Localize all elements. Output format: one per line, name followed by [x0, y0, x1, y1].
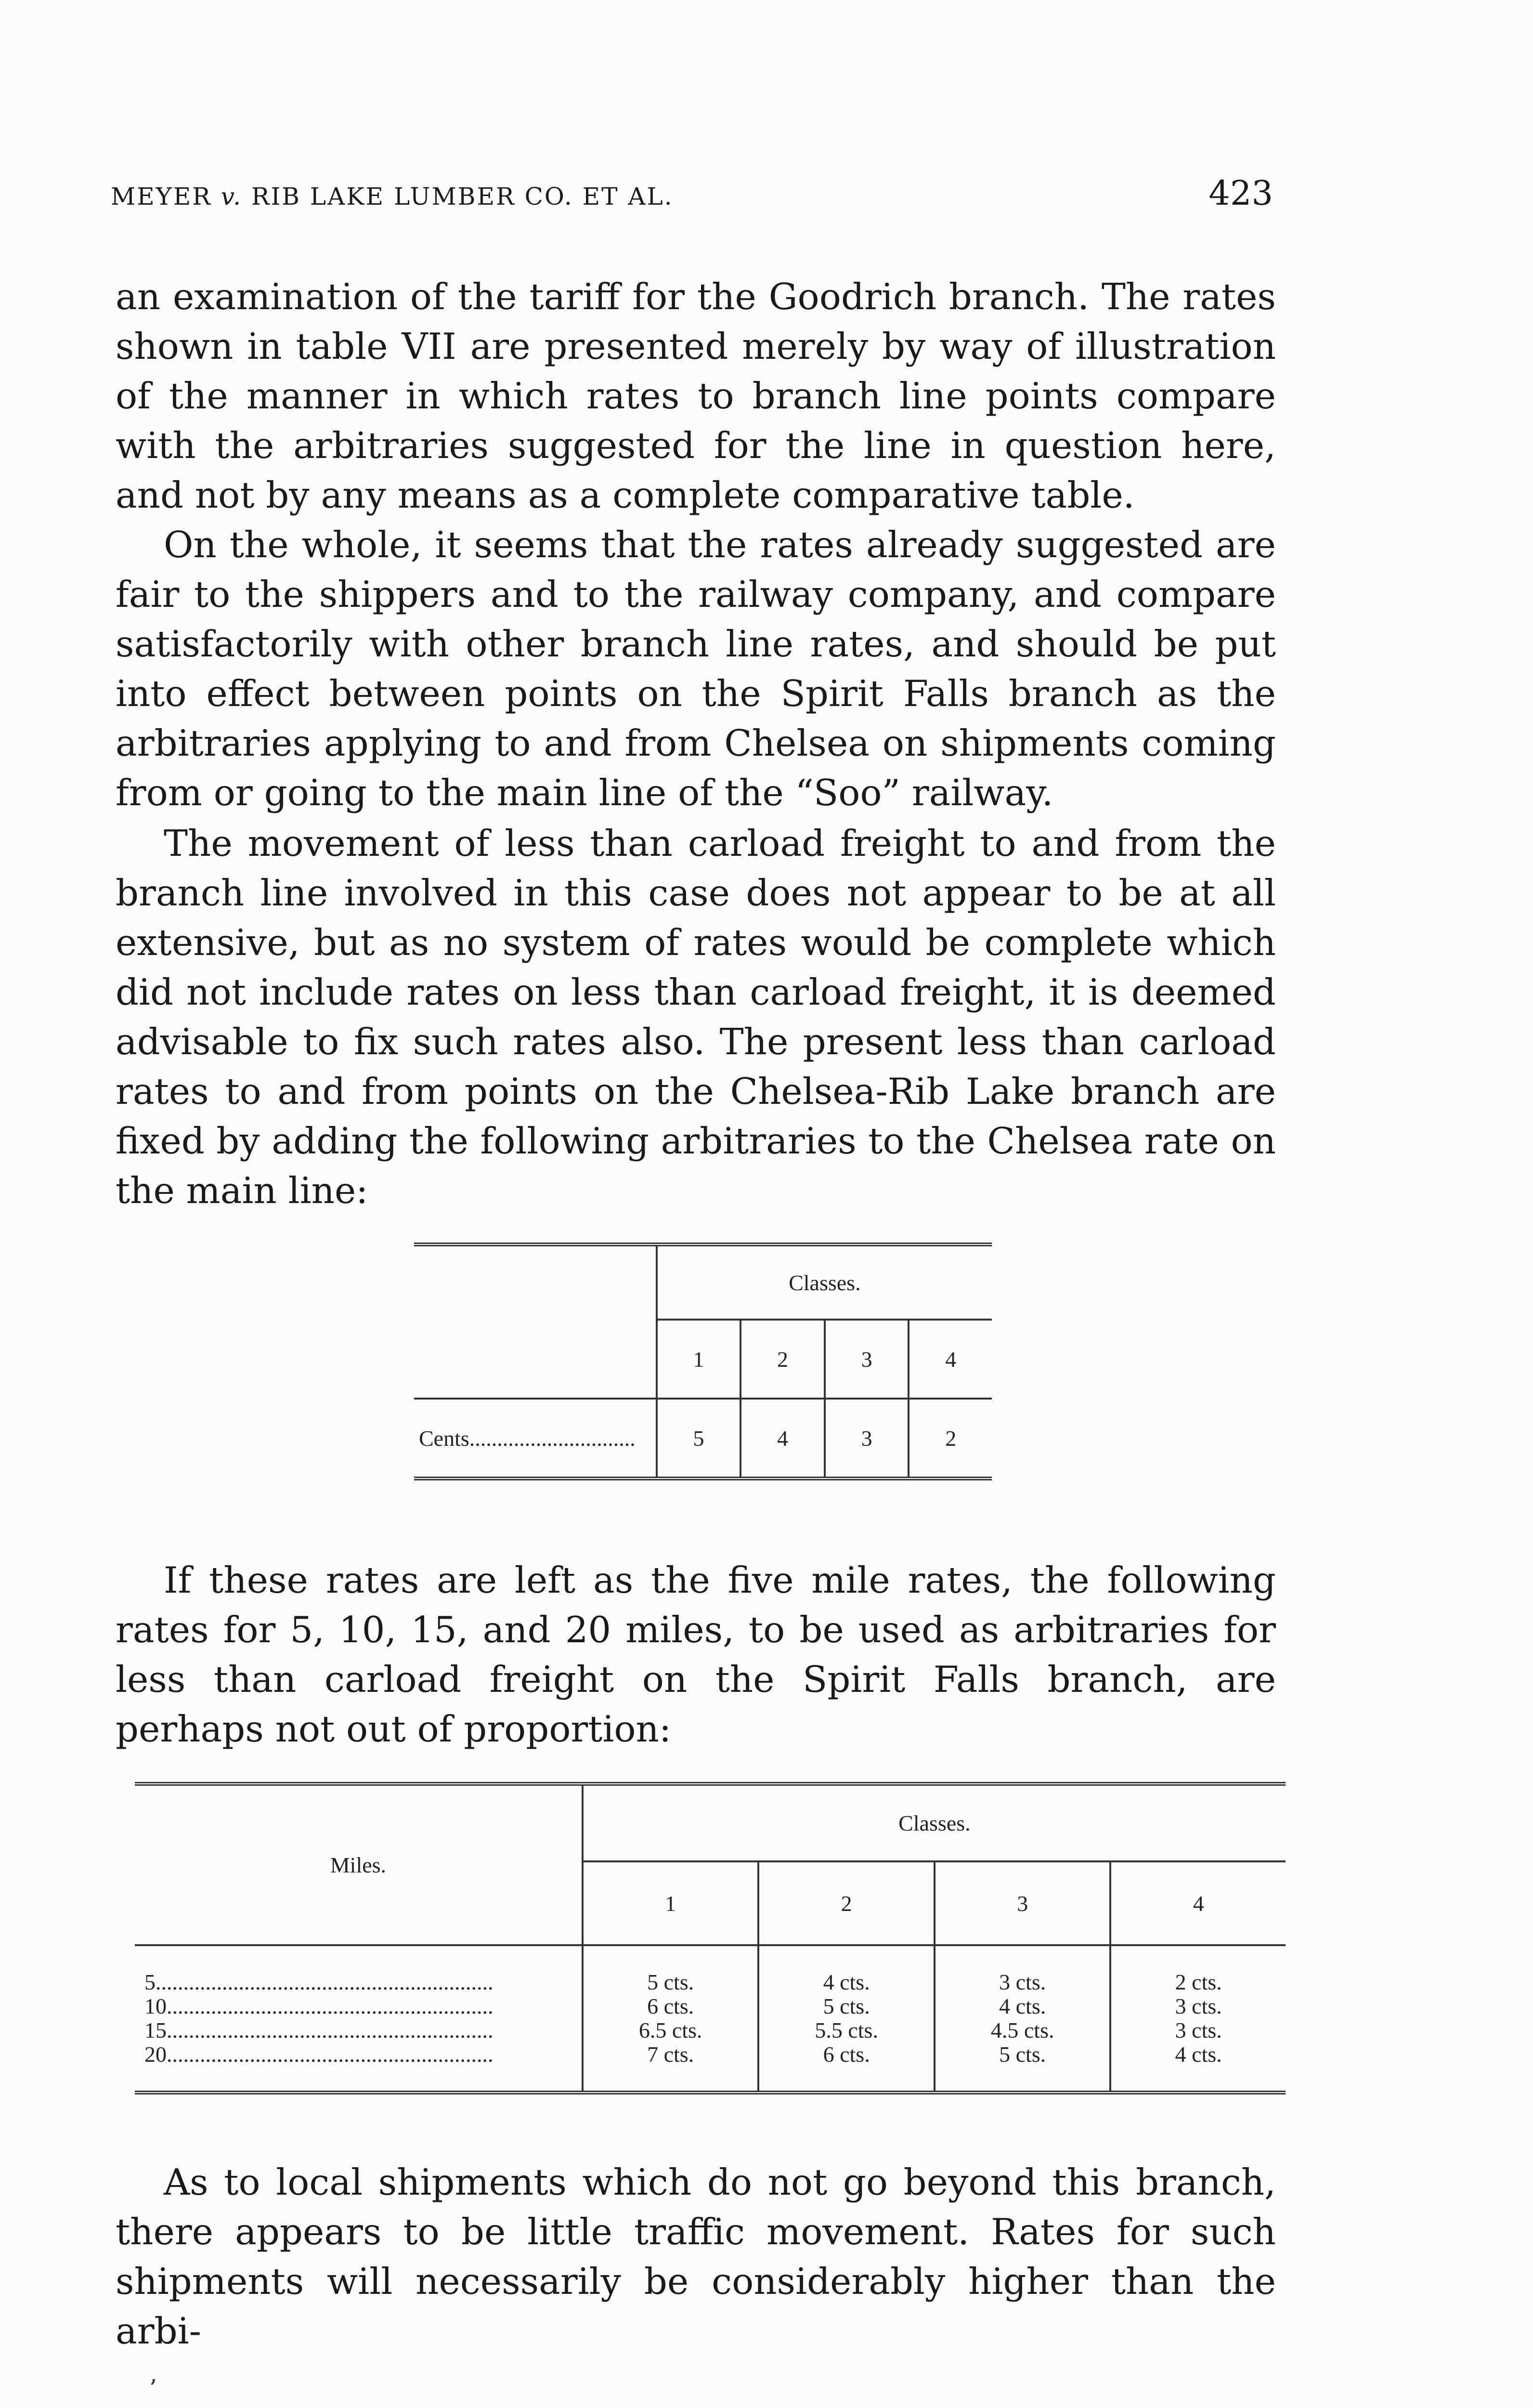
table1-row-label-text: Cents — [419, 1426, 469, 1451]
paragraph-1: an examination of the tariff for the Goodrich branch. The rates shown in table VII are presented merely by way of illustration of the manner in which rates to branch line points compare with the arbitraries suggested for the line in question here, and not by any means as a complete comparative table. — [116, 275, 1276, 516]
arbitraries-table-small — [414, 1243, 992, 1480]
running-title-party-a: MEYER — [111, 183, 212, 210]
table2-class-label: 1 — [583, 1861, 759, 1945]
paragraph-3: The movement of less than carload freight to and from the branch line involved in this case does not appear to be at all extensive, but as no system of rates would be complete which did not include rates on less than carload freight, it is deemed advisable to fix such rates also. The present less than carload rates to and from points on the Chelsea-Rib Lake branch are fixed by adding the following arbitraries to the Chelsea rate on the main line: — [116, 822, 1276, 1212]
running-header — [111, 173, 1273, 213]
table2-miles-value: 10 — [144, 1994, 167, 2018]
table2-class-label: 4 — [1110, 1861, 1286, 1945]
table2-class1-column — [583, 1945, 759, 2093]
table2-miles-value: 5 — [144, 1970, 156, 1994]
running-title — [111, 183, 674, 210]
table2-cell: 6 cts. — [647, 1994, 694, 2018]
table1-classes-header: Classes. — [657, 1244, 992, 1320]
table2-cell: 3 cts. — [999, 1970, 1046, 1994]
paragraph-4: If these rates are left as the five mile rates, the following rates for 5, 10, 15, and 20 miles, to be used as arbitraries for less than carload freight on the Spirit Falls branch, are perhaps not out of proportion: — [116, 1559, 1276, 1750]
table2-cell: 4.5 cts. — [990, 2018, 1054, 2042]
table2-cell: 5 cts. — [823, 1994, 870, 2018]
table2-miles-row: 5............................................................. — [144, 1970, 494, 1994]
table2-classes-header: Classes. — [583, 1784, 1286, 1861]
table2-class3-column — [935, 1945, 1111, 2093]
table1-cell: 3 — [825, 1399, 909, 1479]
paragraph-2: On the whole, it seems that the rates already suggested are fair to the shippers and to the railway company, and compare satisfactorily with other branch line rates, and should be put into effect between points on the Spirit Falls branch as the arbitraries applying to and from Chelsea on shipments coming from or going to the main line of the “Soo” railway. — [116, 523, 1276, 814]
table1-cell: 5 — [657, 1399, 741, 1479]
arbitraries-table-by-miles — [135, 1782, 1286, 2094]
table2-cell: 4 cts. — [1175, 2042, 1222, 2067]
table2-cell: 5 cts. — [647, 1970, 694, 1994]
table2-cell: 6 cts. — [823, 2042, 870, 2067]
table2-class2-column — [758, 1945, 935, 2093]
table1-class-label: 3 — [825, 1320, 909, 1399]
running-title-party-b: RIB LAKE LUMBER CO. ET AL. — [251, 183, 674, 210]
table1-stub-header — [414, 1244, 657, 1399]
table2-class4-column — [1110, 1945, 1286, 2093]
table1-cell: 2 — [909, 1399, 992, 1479]
table2-miles-row: 20........................................................... — [144, 2042, 494, 2067]
table1-cell: 4 — [741, 1399, 825, 1479]
table2-cell: 3 cts. — [1175, 1994, 1222, 2018]
page-number: 423 — [1208, 173, 1273, 213]
table2-cell: 4 cts. — [999, 1994, 1046, 2018]
table2-miles-header: Miles. — [135, 1784, 583, 1945]
table2-miles-row: 10........................................................... — [144, 1994, 494, 2018]
table2-cell: 4 cts. — [823, 1970, 870, 1994]
table2-cell: 5 cts. — [999, 2042, 1046, 2067]
table1-class-label: 4 — [909, 1320, 992, 1399]
table1-row-label: Cents.............................. — [414, 1399, 657, 1479]
table1-class-label: 1 — [657, 1320, 741, 1399]
table2-cell: 7 cts. — [647, 2042, 694, 2067]
table2-miles-column — [135, 1945, 583, 2093]
running-title-versus: v. — [221, 183, 242, 210]
table1-class-label: 2 — [741, 1320, 825, 1399]
table2-miles-row: 15........................................................... — [144, 2018, 494, 2042]
table2-class-label: 3 — [935, 1861, 1111, 1945]
table2-cell: 3 cts. — [1175, 2018, 1222, 2042]
table2-cell: 2 cts. — [1175, 1970, 1222, 1994]
table2-class-label: 2 — [758, 1861, 935, 1945]
paragraph-5: As to local shipments which do not go beyond this branch, there appears to be little traffic movement. Rates for such shipments will necessarily be considerably higher than the arbi- — [116, 2161, 1276, 2352]
stray-mark: ’ — [149, 2374, 157, 2402]
table2-cell: 5.5 cts. — [815, 2018, 878, 2042]
table2-cell: 6.5 cts. — [638, 2018, 702, 2042]
table2-miles-value: 15 — [144, 2018, 167, 2042]
table2-miles-value: 20 — [144, 2042, 167, 2067]
